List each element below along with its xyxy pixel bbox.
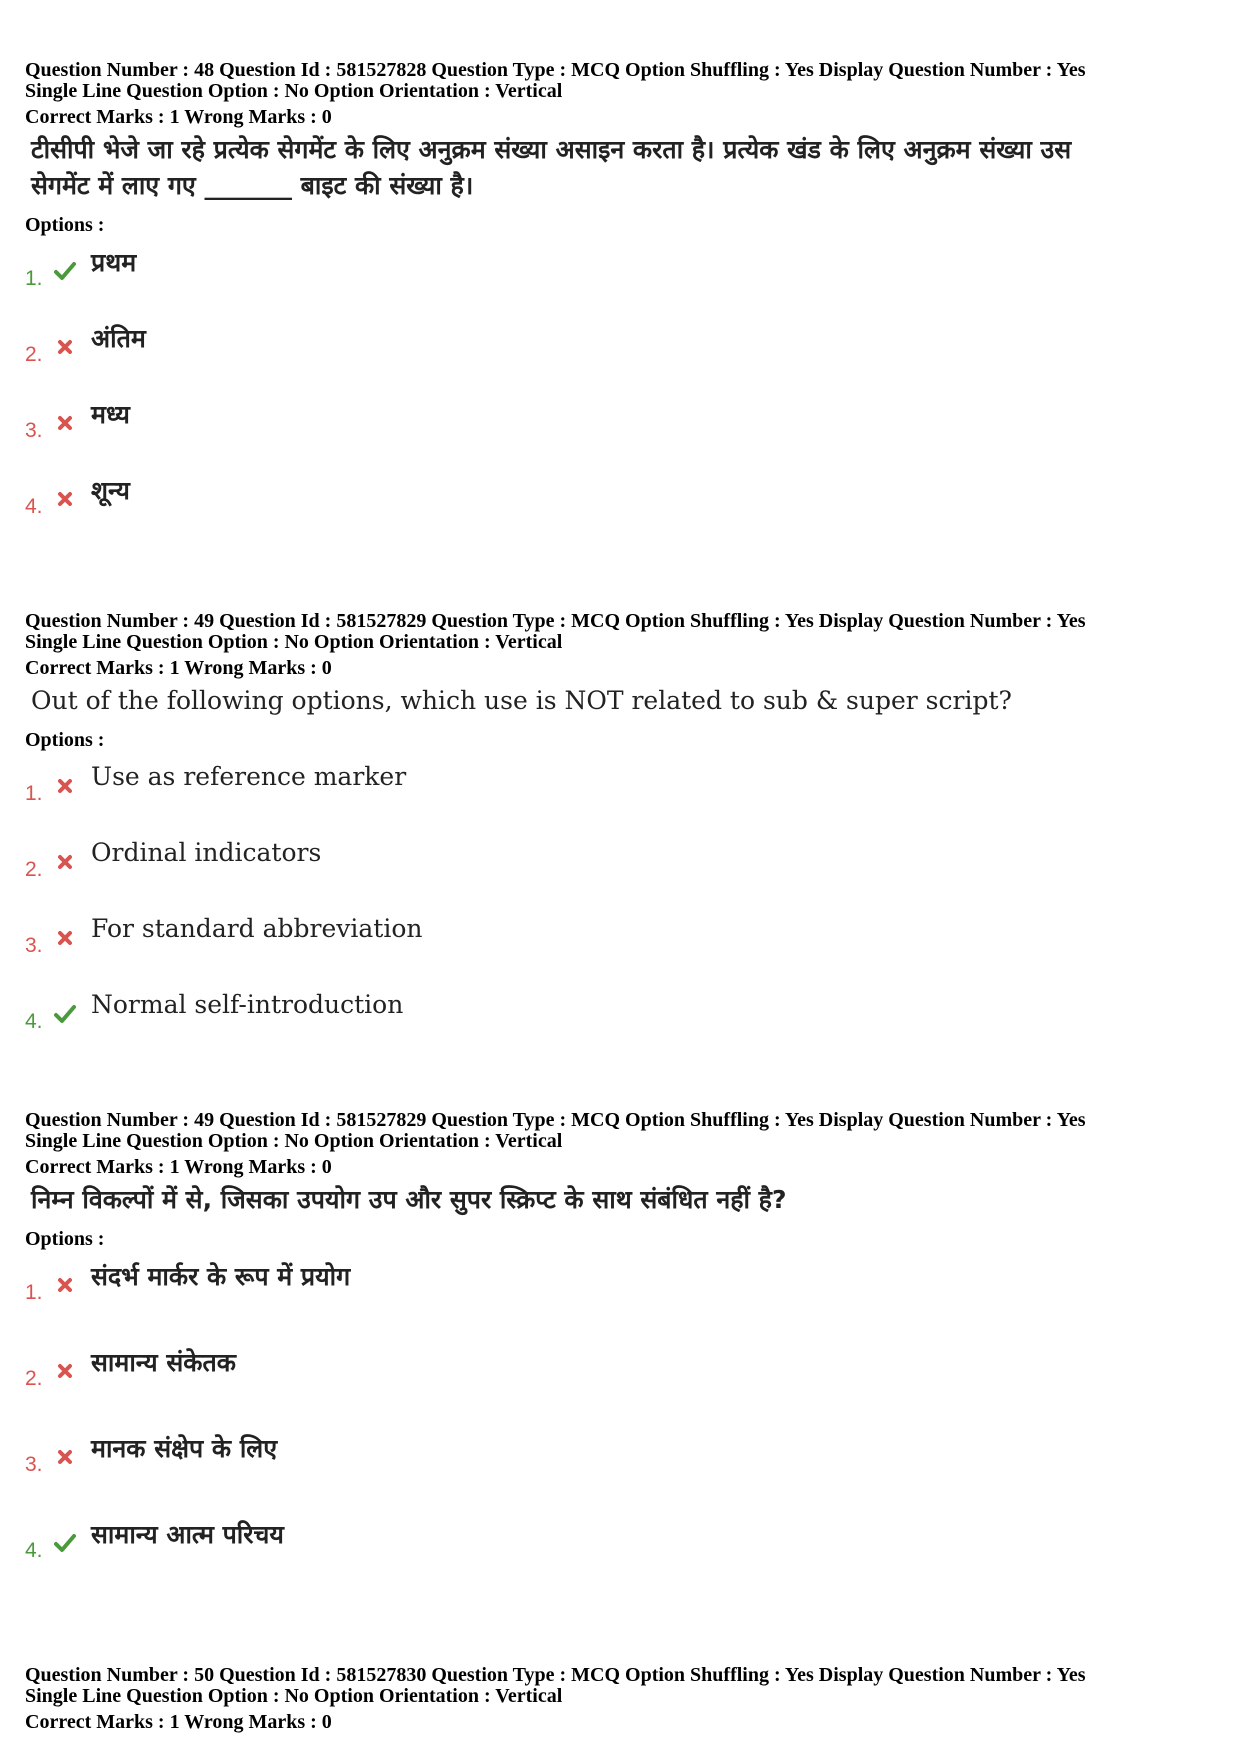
question-text-line: सेगमेंट में लाए गए _______ बाइट की संख्या है।: [31, 171, 474, 200]
option-number: 3.: [25, 934, 43, 957]
cross-icon: [53, 1445, 77, 1469]
question-meta-line: Single Line Question Option : No Option Orientation : Vertical: [25, 80, 563, 102]
option-item: [25, 762, 1225, 842]
option-item: [25, 1434, 1225, 1523]
option-number: 2.: [25, 858, 43, 881]
option-item: [25, 324, 1225, 403]
option-item: [25, 1262, 1225, 1351]
option-text: प्रथम: [91, 248, 137, 277]
question-meta-line: Single Line Question Option : No Option Orientation : Vertical: [25, 631, 563, 653]
cross-icon: [53, 774, 77, 798]
option-text: सामान्य आत्म परिचय: [91, 1520, 284, 1549]
option-text: मध्य: [91, 400, 130, 429]
question-text: Out of the following options, which use is NOT related to sub & super script?: [31, 686, 1012, 715]
option-item: [25, 476, 1225, 555]
check-icon: [53, 259, 77, 283]
question-block-49-hi: [25, 1110, 1225, 1599]
option-text: शून्य: [91, 476, 130, 505]
question-meta-line: Single Line Question Option : No Option Orientation : Vertical: [25, 1685, 563, 1707]
question-block-50: [25, 1665, 1225, 1733]
options-label: Options :: [25, 729, 105, 751]
question-text-line: टीसीपी भेजे जा रहे प्रत्येक सेगमेंट के लिए अनुक्रम संख्या असाइन करता है। प्रत्येक खंड के लिए अनुक्रम संख्या उस: [31, 135, 1072, 164]
question-block-48: [25, 60, 1225, 555]
option-item: [25, 1348, 1225, 1437]
option-text: Ordinal indicators: [91, 838, 322, 867]
option-item: [25, 248, 1225, 327]
option-number: 4.: [25, 1010, 43, 1033]
question-text: निम्न विकल्पों में से, जिसका उपयोग उप और सुपर स्क्रिप्ट के साथ संबंधित नहीं है?: [31, 1185, 787, 1214]
option-number: 3.: [25, 419, 43, 442]
question-meta-line: Question Number : 48 Question Id : 581527828 Question Type : MCQ Option Shuffling : Yes Display Question Number : Yes: [25, 59, 1086, 81]
check-icon: [53, 1002, 77, 1026]
cross-icon: [53, 926, 77, 950]
option-text: Use as reference marker: [91, 762, 407, 791]
marks-line: Correct Marks : 1 Wrong Marks : 0: [25, 106, 332, 128]
question-block-49-en: [25, 611, 1225, 1070]
cross-icon: [53, 1273, 77, 1297]
cross-icon: [53, 850, 77, 874]
option-item: [25, 838, 1225, 918]
question-meta-line: Question Number : 49 Question Id : 581527829 Question Type : MCQ Option Shuffling : Yes Display Question Number : Yes: [25, 610, 1086, 632]
option-number: 1.: [25, 782, 43, 805]
option-text: मानक संक्षेप के लिए: [91, 1434, 278, 1463]
option-number: 1.: [25, 267, 43, 290]
question-meta-line: Question Number : 49 Question Id : 581527829 Question Type : MCQ Option Shuffling : Yes Display Question Number : Yes: [25, 1109, 1086, 1131]
option-number: 3.: [25, 1453, 43, 1476]
marks-line: Correct Marks : 1 Wrong Marks : 0: [25, 1156, 332, 1178]
option-number: 2.: [25, 1367, 43, 1390]
option-item: [25, 914, 1225, 994]
options-label: Options :: [25, 1228, 105, 1250]
option-text: For standard abbreviation: [91, 914, 423, 943]
marks-line: Correct Marks : 1 Wrong Marks : 0: [25, 657, 332, 679]
question-meta-line: Question Number : 50 Question Id : 581527830 Question Type : MCQ Option Shuffling : Yes Display Question Number : Yes: [25, 1664, 1086, 1686]
option-item: [25, 1520, 1225, 1599]
check-icon: [53, 1531, 77, 1555]
option-text: Normal self-introduction: [91, 990, 404, 1019]
option-text: अंतिम: [91, 324, 146, 353]
option-number: 4.: [25, 495, 43, 518]
options-label: Options :: [25, 214, 105, 236]
option-text: संदर्भ मार्कर के रूप में प्रयोग: [91, 1262, 351, 1291]
option-text: सामान्य संकेतक: [91, 1348, 236, 1377]
option-item: [25, 400, 1225, 479]
cross-icon: [53, 487, 77, 511]
question-text: [31, 132, 1225, 204]
marks-line: Correct Marks : 1 Wrong Marks : 0: [25, 1711, 332, 1733]
cross-icon: [53, 335, 77, 359]
cross-icon: [53, 1359, 77, 1383]
question-meta-line: Single Line Question Option : No Option Orientation : Vertical: [25, 1130, 563, 1152]
option-number: 1.: [25, 1281, 43, 1304]
cross-icon: [53, 411, 77, 435]
option-number: 4.: [25, 1539, 43, 1562]
option-item: [25, 990, 1225, 1070]
option-number: 2.: [25, 343, 43, 366]
